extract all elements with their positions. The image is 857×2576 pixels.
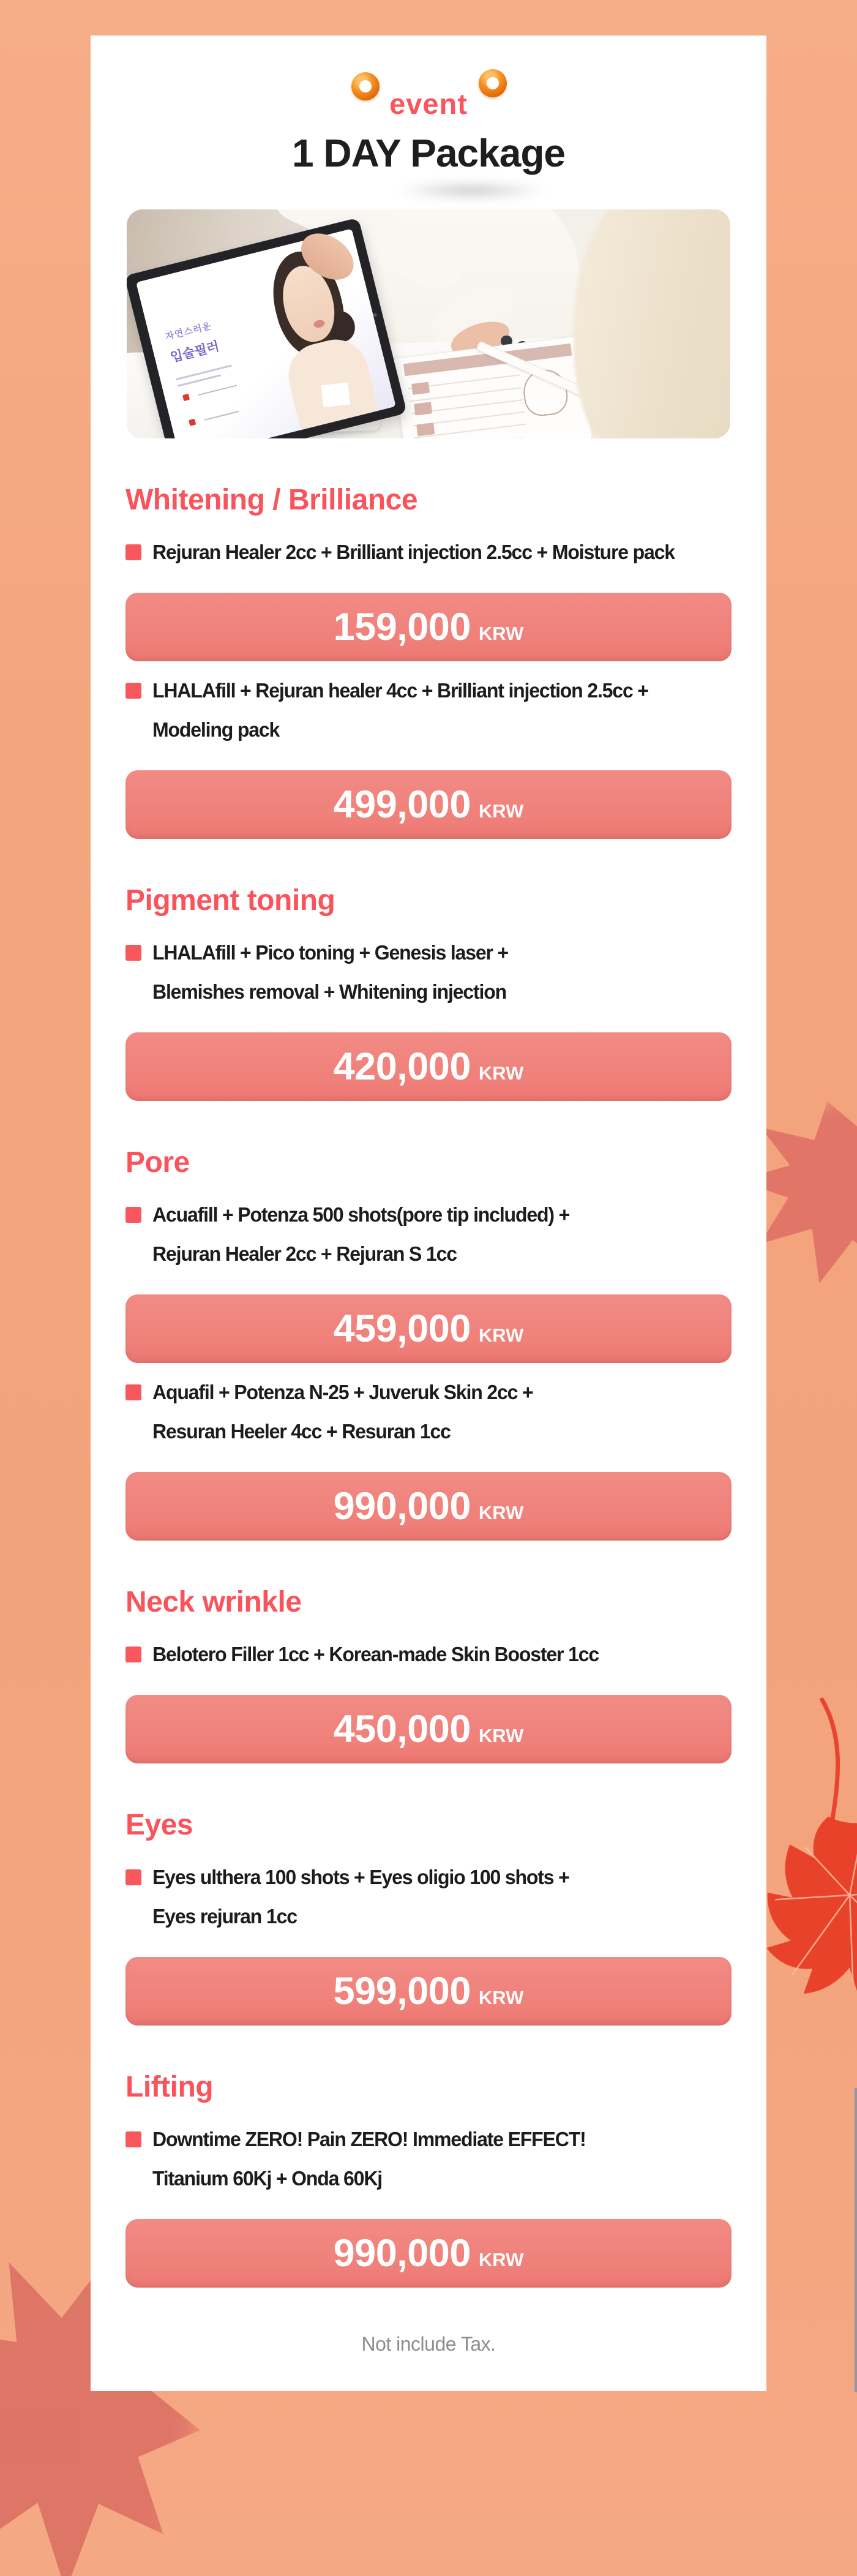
section-neck-wrinkle — [125, 1585, 732, 1763]
section-heading: Pore — [125, 1146, 190, 1179]
package-card — [91, 36, 766, 2391]
price-button[interactable] — [125, 770, 732, 839]
item-line: Eyes ulthera 100 shots + Eyes oligio 100 shots + — [152, 1866, 569, 1888]
package-item — [125, 671, 732, 749]
clipboard-box — [411, 382, 430, 396]
tablet-text-line — [198, 385, 237, 396]
model-top — [321, 383, 350, 407]
price-button[interactable] — [125, 2219, 732, 2288]
price-value: 420,000 — [333, 1045, 471, 1088]
section-heading: Eyes — [125, 1809, 193, 1841]
price-value: 459,000 — [333, 1307, 471, 1350]
title-shadow — [395, 180, 548, 201]
item-line: Modeling pack — [152, 718, 280, 741]
price-value: 990,000 — [333, 2232, 471, 2275]
bullet-square-icon — [125, 1384, 141, 1400]
clipboard-box — [414, 402, 432, 416]
price-button[interactable] — [125, 1957, 732, 2026]
price-button[interactable] — [125, 1294, 732, 1363]
bullet-square-icon — [125, 1869, 141, 1885]
page-title: 1 DAY Package — [292, 131, 565, 175]
price-button[interactable] — [125, 593, 732, 661]
item-line: Aquafil + Potenza N-25 + Juveruk Skin 2cc + — [152, 1381, 533, 1403]
currency-label: KRW — [478, 2249, 524, 2270]
currency-label: KRW — [478, 623, 524, 644]
price-value: 599,000 — [333, 1970, 471, 2013]
item-line: Resuran Heeler 4cc + Resuran 1cc — [152, 1420, 451, 1443]
package-item — [125, 1195, 732, 1274]
section-heading: Whitening / Brilliance — [125, 484, 418, 516]
tablet-text-line — [176, 364, 232, 380]
tablet-ad-text: 자연스러운 — [163, 320, 213, 342]
item-line: Titanium 60Kj + Onda 60Kj — [152, 2167, 382, 2190]
section-pigment-toning — [125, 883, 732, 1101]
currency-label: KRW — [478, 1324, 524, 1346]
section-whitening-brilliance — [125, 483, 732, 839]
item-line: Rejuran Healer 2cc + Rejuran S 1cc — [152, 1242, 457, 1265]
item-line: Blemishes removal + Whitening injection — [152, 980, 507, 1003]
currency-label: KRW — [478, 800, 524, 822]
maple-leaf-decoration — [764, 1694, 857, 2012]
section-heading: Pigment toning — [125, 884, 335, 917]
patient-shoulder — [574, 209, 730, 438]
currency-label: KRW — [478, 1987, 524, 2008]
price-value: 159,000 — [333, 606, 471, 648]
price-value: 450,000 — [333, 1708, 471, 1751]
price-button[interactable] — [125, 1472, 732, 1541]
bullet-square-icon — [125, 544, 141, 560]
section-pore — [125, 1145, 732, 1541]
price-button[interactable] — [125, 1695, 732, 1763]
currency-label: KRW — [478, 1502, 524, 1523]
section-heading: Neck wrinkle — [125, 1586, 302, 1618]
package-item — [125, 2120, 732, 2198]
edge-sliver-decoration — [855, 2088, 857, 2392]
bullet-square-icon — [125, 2131, 141, 2147]
section-eyes — [125, 1808, 732, 2026]
bullet-square-icon — [125, 1207, 141, 1223]
package-item — [125, 1373, 732, 1451]
item-line: LHALAfill + Rejuran healer 4cc + Brilliant injection 2.5cc + — [152, 679, 648, 702]
price-button[interactable] — [125, 1032, 732, 1101]
item-line: Downtime ZERO! Pain ZERO! Immediate EFFECT! — [152, 2128, 586, 2150]
item-line: LHALAfill + Pico toning + Genesis laser + — [152, 941, 509, 964]
price-value: 990,000 — [333, 1485, 471, 1528]
item-line: Belotero Filler 1cc + Korean-made Skin Booster 1cc — [152, 1643, 599, 1665]
section-heading: Lifting — [125, 2071, 214, 2103]
tablet-badge — [189, 419, 196, 426]
bullet-square-icon — [125, 1647, 141, 1662]
tablet-text-line — [204, 411, 239, 421]
package-item — [125, 533, 732, 572]
item-line: Acuafill + Potenza 500 shots(pore tip included) + — [152, 1203, 570, 1226]
tablet-ad-text: 입술필러 — [168, 339, 220, 365]
tax-note: Not include Tax. — [361, 2333, 496, 2355]
bullet-square-icon — [125, 945, 141, 961]
consultation-photo — [127, 209, 730, 438]
bullet-square-icon — [125, 683, 141, 699]
currency-label: KRW — [478, 1062, 524, 1084]
section-lifting — [125, 2070, 732, 2288]
tablet-badge — [182, 394, 189, 402]
package-item — [125, 933, 732, 1012]
package-item — [125, 1858, 732, 1936]
clipboard-box — [416, 423, 435, 437]
price-value: 499,000 — [333, 783, 471, 826]
card-header — [125, 36, 732, 180]
currency-label: KRW — [478, 1725, 524, 1746]
item-line: Rejuran Healer 2cc + Brilliant injection 2.5cc + Moisture pack — [152, 541, 675, 563]
event-label: event — [389, 88, 468, 120]
package-item — [125, 1635, 732, 1674]
item-line: Eyes rejuran 1cc — [152, 1905, 297, 1928]
